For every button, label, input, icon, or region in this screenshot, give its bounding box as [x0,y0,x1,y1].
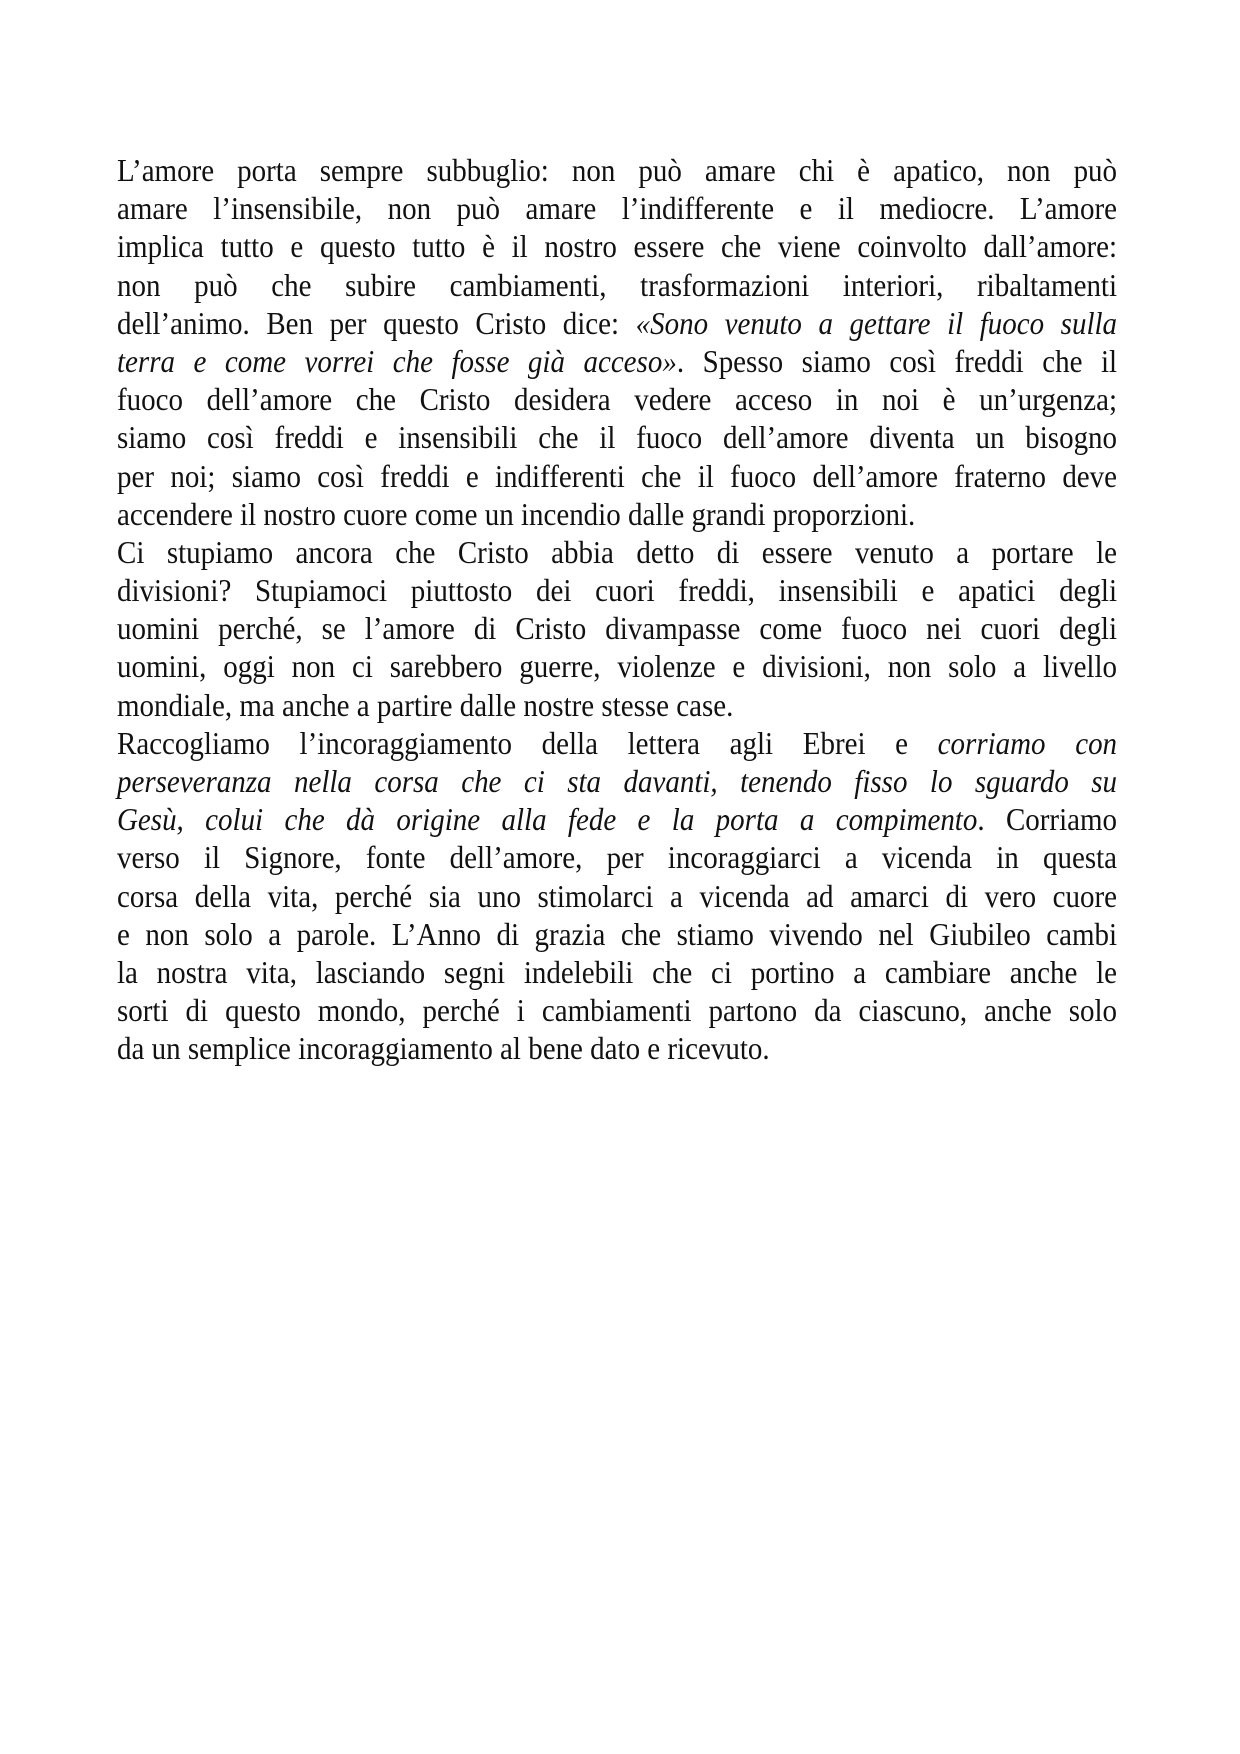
text-line [117,763,1117,801]
text-line [117,152,1117,190]
text-line [117,381,1117,419]
text-line [117,190,1117,228]
body-text: uomini perché, se l’amore di Cristo divampasse come fuoco nei cuori degli [117,611,1118,647]
body-text: verso il Signore, fonte dell’amore, per incoraggiarci a vicenda in questa [117,840,1118,876]
body-text: corsa della vita, perché sia uno stimolarci a vicenda ad amarci di vero cuore [117,878,1118,914]
body-text: mondiale, ma anche a partire dalle nostre stesse case. [117,687,734,723]
body-text: Raccogliamo l’incoraggiamento della lettera agli Ebrei e [117,725,938,761]
text-line [117,954,1117,992]
body-text: siamo così freddi e insensibili che il fuoco dell’amore diventa un bisogno [117,420,1118,456]
text-line [117,648,1117,686]
body-text: amare l’insensibile, non può amare l’indifferente e il mediocre. L’amore [117,191,1118,227]
body-text: dell’animo. Ben per questo Cristo dice: [117,305,636,341]
italic-quote-text: Gesù, colui che dà origine alla fede e la porta a compimento [117,802,978,838]
body-text: accendere il nostro cuore come un incendio dalle grandi proporzioni. [117,496,916,532]
paragraph [117,534,1117,725]
text-line [117,725,1117,763]
italic-quote-text: corriamo con [937,725,1118,761]
text-line [117,916,1117,954]
body-text: Ci stupiamo ancora che Cristo abbia detto di essere venuto a portare le [117,534,1118,570]
body-text: per noi; siamo così freddi e indifferenti che il fuoco dell’amore fraterno deve [117,458,1118,494]
italic-quote-text: «Sono venuto a gettare il fuoco sulla [635,305,1118,341]
body-text: implica tutto e questo tutto è il nostro essere che viene coinvolto dall’amore: [117,229,1118,265]
italic-quote-text: perseveranza nella corsa che ci sta davanti, tenendo fisso lo sguardo su [117,764,1118,799]
text-line [117,992,1117,1030]
document-body [117,152,1117,1069]
body-text: da un semplice incoraggiamento al bene dato e ricevuto. [117,1031,770,1067]
body-text: e non solo a parole. L’Anno di grazia che stiamo vivendo nel Giubileo cambi [117,916,1118,952]
text-line [117,687,1117,725]
body-text: la nostra vita, lasciando segni indelebili che ci portino a cambiare anche le [117,954,1118,990]
text-line [117,1030,1117,1068]
text-line [117,878,1117,916]
text-line [117,839,1117,877]
body-text: sorti di questo mondo, perché i cambiamenti partono da ciascuno, anche solo [117,993,1118,1029]
body-text: uomini, oggi non ci sarebbero guerre, violenze e divisioni, non solo a livello [117,649,1118,685]
text-line [117,610,1117,648]
text-line [117,228,1117,266]
body-text: non può che subire cambiamenti, trasformazioni interiori, ribaltamenti [117,267,1118,303]
text-line [117,801,1117,839]
paragraph [117,152,1117,534]
text-line [117,305,1117,343]
italic-quote-text: terra e come vorrei che fosse già acceso» [117,343,677,379]
text-line [117,458,1117,496]
text-line [117,572,1117,610]
body-text: fuoco dell’amore che Cristo desidera vedere acceso in noi è un’urgenza; [117,382,1118,418]
text-line [117,496,1117,534]
body-text: L’amore porta sempre subbuglio: non può amare chi è apatico, non può [117,153,1118,188]
text-line [117,267,1117,305]
paragraph [117,725,1117,1069]
body-text: divisioni? Stupiamoci piuttosto dei cuori freddi, insensibili e apatici degli [117,573,1118,609]
body-text: . Corriamo [977,802,1118,838]
text-line [117,343,1117,381]
text-line [117,419,1117,457]
text-line [117,534,1117,572]
body-text: . Spesso siamo così freddi che il [676,343,1118,379]
